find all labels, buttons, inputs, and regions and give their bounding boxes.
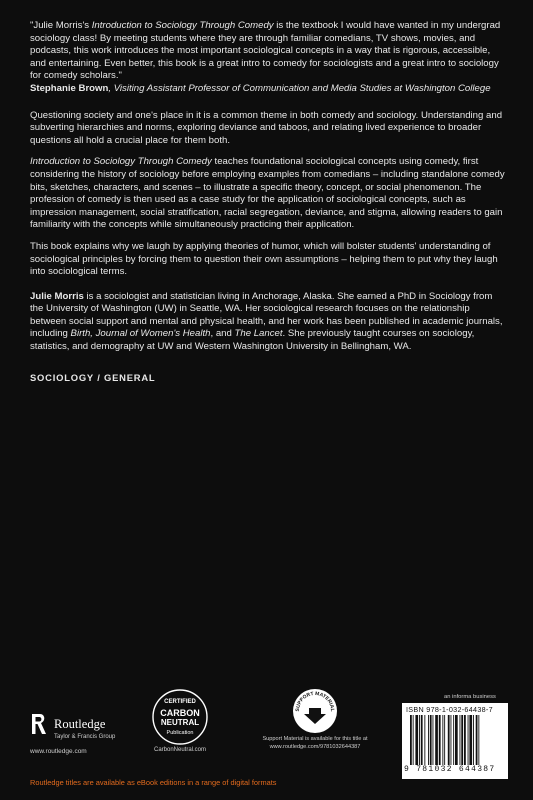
description-paragraph-1: Questioning society and one's place in it is a common theme in both comedy and sociology. Understanding and subverting hierarchies and norms, exploring deviance and taboos, and relating lived experience to broader questions all hold a crucial place for them both. bbox=[30, 109, 503, 146]
description-paragraph-3: This book explains why we laugh by applying theories of humor, which will bolster students' understanding of sociological principles by forcing them to question their own assumptions – helping them to put why they laugh into sociological terms. bbox=[30, 240, 498, 278]
svg-text:CERTIFIED: CERTIFIED bbox=[164, 699, 196, 705]
subject-category: SOCIOLOGY / GENERAL bbox=[30, 371, 156, 383]
barcode-digits: 9 781032 644387 bbox=[404, 765, 496, 774]
routledge-r-icon bbox=[30, 712, 48, 736]
endorsement-quote: "Julie Morris's Introduction to Sociology Through Comedy is the textbook I would have wanted in my undergrad sociology class! By meeting students where they are through familiar comedians, TV shows, movies, and podcasts, this work introduces the most important sociological concepts in a way that is rigorous, accessible, and entertaining. Even better, this book is a great intro to comedy for sociologists and a great intro to sociology for comedy scholars." bbox=[30, 20, 501, 82]
author-bio: Julie Morris is a sociologist and statistician living in Anchorage, Alaska. She earned a PhD in Sociology from the University of Washington (UW) in Seattle, WA. Her sociological research focuses on the relationship between social support and mental and physical health, and her work has been published in academic journals, including Birth, Journal of Women's Health, and The Lancet. She previously taught courses on sociology, statistics, and demography at UW and Western Washington University in Bellingham, WA. bbox=[30, 290, 503, 353]
isbn-barcode bbox=[402, 703, 508, 779]
support-material-badge bbox=[250, 688, 380, 751]
svg-text:NEUTRAL: NEUTRAL bbox=[160, 718, 200, 727]
carbon-neutral-icon bbox=[151, 688, 209, 746]
svg-text:Publication: Publication bbox=[166, 730, 194, 736]
ebook-note: Routledge titles are available as eBook editions in a range of digital formats bbox=[30, 778, 277, 787]
support-material-text: Support Material is available for this title at www.routledge.com/9781032644387 bbox=[262, 736, 368, 750]
isbn-number: ISBN 978-1-032-64438-7 bbox=[406, 705, 493, 714]
description-paragraph-2: Introduction to Sociology Through Comedy teaches foundational sociological concepts using comedy, first considering the history of sociology before employing examples from comedians – including standalone comedy bits, sketches, characters, and scenes – to illustrate a specific theory, concept, or social phenomenon. The profession of comedy is then used as a case study for the application of sociological concepts, such as impression management, social stratification, racial segregation, deviance, and stigma, allowing readers to gain familiarity with the concepts while simultaneously practicing their application. bbox=[30, 156, 505, 231]
carbon-neutral-badge bbox=[145, 688, 215, 753]
endorsement-attribution: Stephanie Brown, Visiting Assistant Professor of Communication and Media Studies at Washington College bbox=[30, 82, 491, 94]
svg-text:SUPPORT MATERIAL: SUPPORT MATERIAL bbox=[294, 690, 336, 712]
publisher-group: Taylor & Francis Group bbox=[54, 734, 116, 740]
download-arrow-icon bbox=[292, 688, 338, 734]
svg-text:CARBON: CARBON bbox=[160, 708, 200, 718]
informa-tagline: an informa business bbox=[444, 694, 496, 700]
publisher-logo bbox=[30, 712, 160, 755]
back-cover-text bbox=[30, 20, 506, 384]
carbon-neutral-url: CarbonNeutral.com bbox=[153, 747, 207, 753]
barcode-icon bbox=[410, 715, 502, 765]
publisher-url: www.routledge.com bbox=[30, 748, 87, 755]
publisher-name: Routledge bbox=[54, 716, 106, 731]
